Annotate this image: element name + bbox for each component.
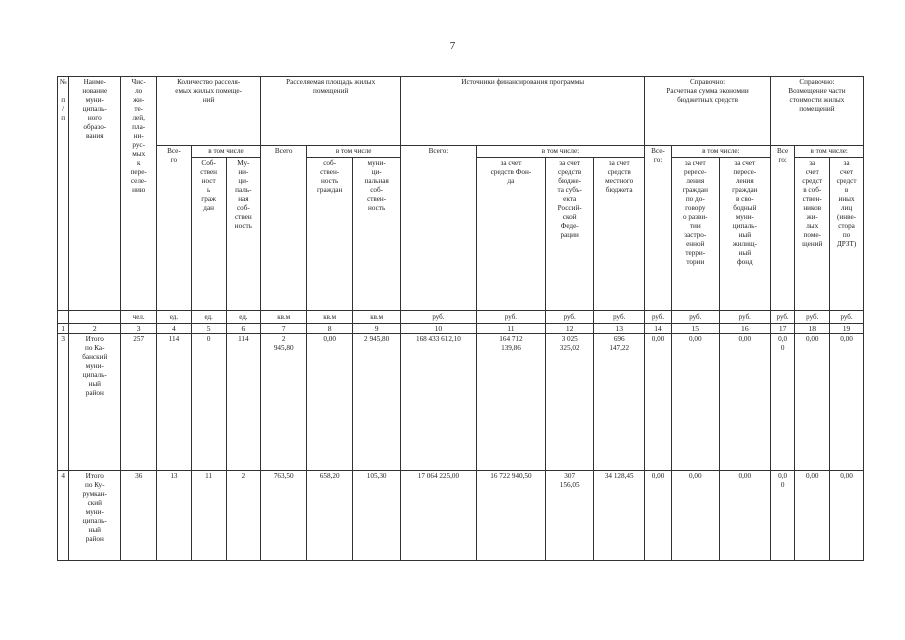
row-municipality: Итого по Ку- румкан- ский муни- ципаль- ный район [69, 471, 121, 561]
row-eco-free-fund: 0,00 [719, 471, 770, 561]
header-col-residents: Чис- ло жи- те- лей, пла- ни- рус- мых к пере- селе- нию [121, 77, 157, 311]
row-comp-total: 0,0 0 [770, 471, 795, 561]
unit-cell: кв.м [353, 311, 401, 324]
row-area-municipal: 2 945,80 [353, 334, 401, 471]
header-units-total: Все- го [157, 146, 192, 311]
unit-cell: руб. [476, 311, 545, 324]
column-number: 19 [830, 324, 864, 334]
column-number: 1 [58, 324, 69, 334]
column-number: 10 [401, 324, 477, 334]
header-col-municipality: Наиме- нование муни- ципаль- ного образо- вания [69, 77, 121, 311]
header-fin-in-total: в том числе: [476, 146, 645, 158]
row-comp-total: 0,0 0 [770, 334, 795, 471]
column-number: 9 [353, 324, 401, 334]
row-comp-owners: 0,00 [795, 471, 830, 561]
table-row [58, 334, 864, 471]
row-municipality: Итого по Ка- банский муни- ципаль- ный район [69, 334, 121, 471]
row-area-own: 658,20 [307, 471, 353, 561]
row-units-own: 0 [191, 334, 226, 471]
unit-cell: руб. [594, 311, 645, 324]
unit-cell: кв.м [307, 311, 353, 324]
row-fin-regional: 307 156,05 [546, 471, 594, 561]
column-number: 14 [645, 324, 672, 334]
header-group-economy: Справочно: Расчетная сумма экономии бюджетных средств [645, 77, 771, 146]
column-number: 5 [191, 324, 226, 334]
column-number: 8 [307, 324, 353, 334]
column-number: 3 [121, 324, 157, 334]
column-number: 16 [719, 324, 770, 334]
header-area-total: Всего [261, 146, 307, 311]
row-comp-owners: 0,00 [795, 334, 830, 471]
row-eco-resettle: 0,00 [671, 334, 719, 471]
table-row [58, 471, 864, 561]
row-residents: 36 [121, 471, 157, 561]
header-fin-total: Всего: [401, 146, 477, 311]
column-number: 6 [226, 324, 261, 334]
row-eco-total: 0,00 [645, 471, 672, 561]
unit-cell-empty [58, 311, 69, 324]
unit-cell: кв.м [261, 311, 307, 324]
header-eco-free-fund: за счет пересе- ления граждан в сво- бодный муни- ципаль- ный жилищ- ный фонд [719, 158, 770, 311]
header-units-in-total: в том числе [191, 146, 260, 158]
header-comp-owners: за счет средст в соб- ствен- ников жи- лых поме- щений [795, 158, 830, 311]
unit-cell: ед. [226, 311, 261, 324]
header-group-finance: Источники финансирования программы [401, 77, 645, 146]
row-fin-local: 34 128,45 [594, 471, 645, 561]
row-area-total: 2 945,80 [261, 334, 307, 471]
row-units-own: 11 [191, 471, 226, 561]
page-number: 7 [449, 40, 456, 52]
unit-cell: ед. [157, 311, 192, 324]
column-number: 18 [795, 324, 830, 334]
header-group-units: Количество расселя- емых жилых помеще- ний [157, 77, 261, 146]
row-number: 3 [58, 334, 69, 471]
unit-cell: руб. [770, 311, 795, 324]
unit-cell: руб. [795, 311, 830, 324]
row-eco-resettle: 0,00 [671, 471, 719, 561]
unit-cell-empty [69, 311, 121, 324]
row-area-own: 0,00 [307, 334, 353, 471]
unit-cell: руб. [671, 311, 719, 324]
column-number: 15 [671, 324, 719, 334]
header-fin-local: за счет средств местного бюджета [594, 158, 645, 311]
header-eco-total: Все- го: [645, 146, 672, 311]
column-number: 4 [157, 324, 192, 334]
unit-cell: ед. [191, 311, 226, 324]
row-units-total: 13 [157, 471, 192, 561]
row-units-total: 114 [157, 334, 192, 471]
row-area-municipal: 105,30 [353, 471, 401, 561]
row-units-municipal: 114 [226, 334, 261, 471]
header-eco-in-total: в том числе: [671, 146, 770, 158]
unit-cell: руб. [830, 311, 864, 324]
header-group-compensation: Справочно: Возмещение части стоимости жилых помещений [770, 77, 863, 146]
row-eco-free-fund: 0,00 [719, 334, 770, 471]
row-comp-other: 0,00 [830, 334, 864, 471]
header-comp-in-total: в том числе: [795, 146, 864, 158]
row-comp-other: 0,00 [830, 471, 864, 561]
row-fin-total: 168 433 612,10 [401, 334, 477, 471]
unit-cell: руб. [401, 311, 477, 324]
header-fin-fund: за счет средств Фон- да [476, 158, 545, 311]
header-area-municipal: муни- ци- пальная соб- ствен- ность [353, 158, 401, 311]
row-fin-local: 696 147,22 [594, 334, 645, 471]
row-fin-regional: 3 025 325,02 [546, 334, 594, 471]
unit-cell: чел. [121, 311, 157, 324]
row-number: 4 [58, 471, 69, 561]
header-group-area: Расселяемая площадь жилых помещений [261, 77, 401, 146]
column-number: 12 [546, 324, 594, 334]
row-units-municipal: 2 [226, 471, 261, 561]
header-area-in-total: в том числе [307, 146, 401, 158]
header-fin-regional: за счет средств бюдже- та субъ- екта Россий- ской Феде- рации [546, 158, 594, 311]
row-fin-fund: 164 712 139,86 [476, 334, 545, 471]
column-number: 11 [476, 324, 545, 334]
header-area-own: соб- ствен- ность граждан [307, 158, 353, 311]
row-fin-total: 17 064 225,00 [401, 471, 477, 561]
header-eco-resettle: за счет pересе- ления граждан по до- говору о разви- тии застро- енной терри- тории [671, 158, 719, 311]
header-units-own: Соб- ствен ност ь граж дан [191, 158, 226, 311]
resettlement-program-table [57, 76, 864, 561]
column-number: 17 [770, 324, 795, 334]
unit-cell: руб. [546, 311, 594, 324]
row-residents: 257 [121, 334, 157, 471]
row-fin-fund: 16 722 940,50 [476, 471, 545, 561]
unit-cell: руб. [645, 311, 672, 324]
column-number: 13 [594, 324, 645, 334]
header-units-municipal: Му- ни- ци- паль- ная соб- ствен ность [226, 158, 261, 311]
row-area-total: 763,50 [261, 471, 307, 561]
header-col-number: № п / п [58, 77, 69, 311]
column-number: 2 [69, 324, 121, 334]
header-comp-total: Все го: [770, 146, 795, 311]
column-number: 7 [261, 324, 307, 334]
row-eco-total: 0,00 [645, 334, 672, 471]
header-comp-other: за счет средст в иных лиц (инве- стора по ДРЗТ) [830, 158, 864, 311]
unit-cell: руб. [719, 311, 770, 324]
